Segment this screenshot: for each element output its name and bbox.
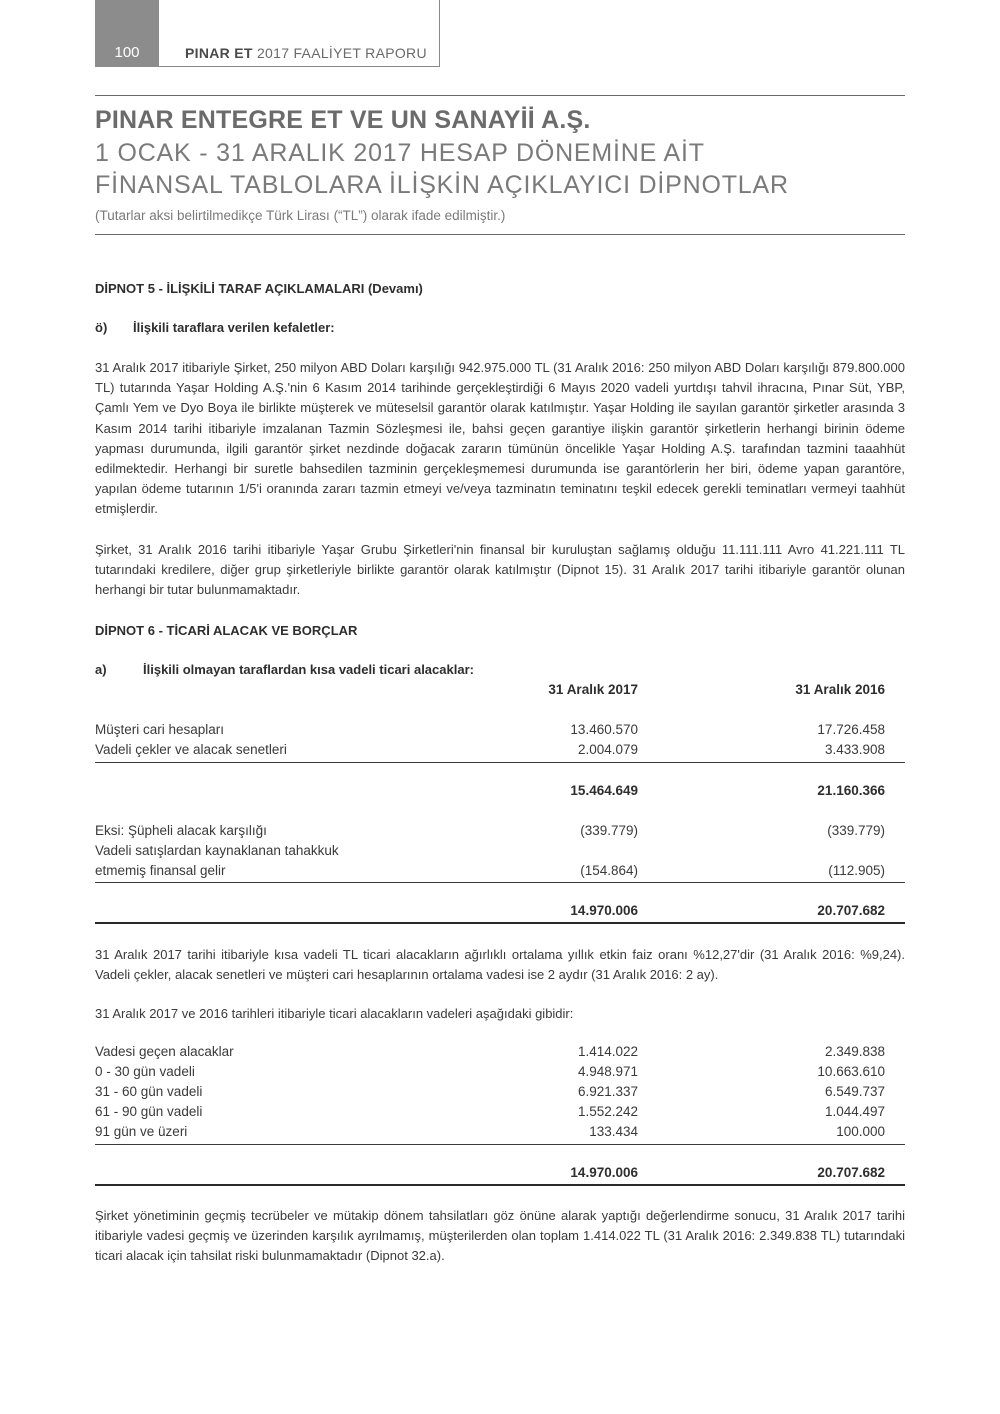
table-row — [95, 1124, 905, 1144]
row-value-2016: 1.044.497 — [824, 1104, 885, 1119]
table-row — [95, 1104, 905, 1124]
subtotal-2016: 21.160.366 — [817, 783, 885, 798]
row-value-2017: (339.779) — [580, 823, 638, 838]
subtotal-row — [95, 783, 905, 803]
row-value-2017: (154.864) — [580, 863, 638, 878]
row-value-2017: 2.004.079 — [577, 742, 638, 757]
column-2016: 31 Aralık 2016 — [795, 682, 885, 697]
row-label: 0 - 30 gün vadeli — [95, 1064, 195, 1079]
interest-paragraph: 31 Aralık 2017 tarihi itibariyle kısa vadeli TL ticari alacakların ağırlıklı ortalama yıllık etkin faiz oranı %12,27'dir (31 Aralık 2016: %9,24). Vadeli çekler, alacak senetleri ve müşteri cari hesaplarının ortalama vadesi ise 2 aydır (31 Aralık 2016: 2 ay). — [95, 947, 905, 983]
period-title: 1 OCAK - 31 ARALIK 2017 HESAP DÖNEMİNE AİT — [95, 139, 705, 167]
statements-title: FİNANSAL TABLOLARA İLİŞKİN AÇIKLAYICI DİPNOTLAR — [95, 171, 789, 199]
column-2017: 31 Aralık 2017 — [548, 682, 638, 697]
table-header — [95, 682, 905, 702]
subtotal-rule — [95, 762, 905, 763]
note5-sub-letter: ö) — [95, 320, 108, 335]
report-title — [185, 45, 427, 61]
page-number: 100 — [95, 0, 159, 67]
company-name: PINAR ENTEGRE ET VE UN SANAYİİ A.Ş. — [95, 106, 591, 134]
note6-sub-letter: a) — [95, 662, 107, 677]
table-row — [95, 863, 905, 883]
currency-note: (Tutarlar aksi belirtilmedikçe Türk Lirası (“TL”) olarak ifade edilmiştir.) — [95, 208, 506, 223]
table-row — [95, 722, 905, 742]
row-label: Müşteri cari hesapları — [95, 722, 225, 737]
row-value-2017: 6.921.337 — [577, 1084, 638, 1099]
report-brand: PINAR ET — [185, 45, 253, 61]
note6-sub-title: İlişkili olmayan taraflardan kısa vadeli ticari alacaklar: — [143, 662, 474, 677]
maturity-double-rule — [95, 1184, 905, 1186]
row-label: 31 - 60 gün vadeli — [95, 1084, 203, 1099]
title-divider — [95, 234, 905, 235]
total-double-rule — [95, 922, 905, 924]
note5-heading: DİPNOT 5 - İLİŞKİLİ TARAF AÇIKLAMALARI (Devamı) — [95, 281, 423, 296]
report-title-rest: 2017 FAALİYET RAPORU — [252, 45, 427, 61]
row-label: Eksi: Şüpheli alacak karşılığı — [95, 823, 267, 838]
maturity-total-row — [95, 1165, 905, 1185]
table-row — [95, 1064, 905, 1084]
final-paragraph: Şirket yönetiminin geçmiş tecrübeler ve mütakip dönem tahsilatları göz önüne alarak yaptığı değerlendirme sonucu, 31 Aralık 2017 tarihi itibariyle vadesi geçmiş ve üzerinden karşılık ayrılmamış, müşterilerden olan toplam 1.414.022 TL (31 Aralık 2016: 2.349.838 TL) tutarındaki ticari alacak için tahsilat riski bulunmamaktadır (Dipnot 32.a). — [95, 1208, 905, 1264]
row-value-2016: 2.349.838 — [824, 1044, 885, 1059]
row-value-2016: (339.779) — [827, 823, 885, 838]
row-value-2016: 17.726.458 — [817, 722, 885, 737]
row-value-2016: 10.663.610 — [817, 1064, 885, 1079]
row-value-2017: 13.460.570 — [570, 722, 638, 737]
row-label: etmemiş finansal gelir — [95, 863, 226, 878]
maturity-total-rule — [95, 1144, 905, 1145]
maturity-total-2016: 20.707.682 — [817, 1165, 885, 1180]
row-value-2016: (112.905) — [828, 863, 885, 878]
note5-paragraph-2: Şirket, 31 Aralık 2016 tarihi itibariyle Yaşar Grubu Şirketleri'nin finansal bir kuruluştan sağlamış olduğu 11.111.111 Avro 41.221.111 TL tutarındaki kredilere, diğer grup şirketleriyle birlikte garantör olarak katılmıştır (Dipnot 15). 31 Aralık 2017 tarihi itibariyle garantör olunan herhangi bir tutar bulunmamaktadır. — [95, 542, 905, 598]
subtotal-2017: 15.464.649 — [570, 783, 638, 798]
note5-paragraph-1: 31 Aralık 2017 itibariyle Şirket, 250 milyon ABD Doları karşılığı 942.975.000 TL (31 Aralık 2016: 250 milyon ABD Doları karşılığı 879.800.000 TL) tutarında Yaşar Holding A.Ş.'nin 6 Kasım 2014 tarihinde gerçekleştirdiği 6 Mayıs 2020 vadeli yurtdışı tahvil ihracına, Pınar Süt, YBP, Çamlı Yem ve Dyo Boya ile birlikte müşterek ve müteselsil garantör olarak katılmıştır. Yaşar Holding ile sayılan garantör şirketler arasında 3 Kasım 2014 tarihi itibariyle imzalanan Tazmin Sözleşmesi ile, bahsi geçen garantiye ilişkin garantör şirketlerin herhangi birinin ödeme yapması durumunda, ilgili garantör şirket nezdinde doğacak zararın tümünün öncelikle Yaşar Holding A.Ş. tarafından tazmini taaahhüt edilmektedir. Herhangi bir suretle bahsedilen tazminin gerçekleşmemesi durumunda ise garantörlerin her biri, ödeme yapan garantöre, yapılan ödeme tutarının 1/5'i oranında zararı tazmin etmeyi ve/veya tazminatın teminatını teşkil edecek gerekli teminatları vermeyi taahhüt etmişlerdir. — [95, 360, 905, 517]
maturity-intro: 31 Aralık 2017 ve 2016 tarihleri itibariyle ticari alacakların vadeleri aşağıdaki gibidir: — [95, 1006, 574, 1021]
row-label: Vadeli çekler ve alacak senetleri — [95, 742, 287, 757]
top-divider — [95, 95, 905, 96]
row-label: 61 - 90 gün vadeli — [95, 1104, 203, 1119]
total-2017: 14.970.006 — [570, 903, 638, 918]
note6-heading: DİPNOT 6 - TİCARİ ALACAK VE BORÇLAR — [95, 623, 358, 638]
table-row — [95, 823, 905, 843]
row-value-2016: 3.433.908 — [824, 742, 885, 757]
row-value-2016: 6.549.737 — [824, 1084, 885, 1099]
row-value-2017: 4.948.971 — [577, 1064, 638, 1079]
row-label: 91 gün ve üzeri — [95, 1124, 188, 1139]
total-rule — [95, 882, 905, 883]
total-2016: 20.707.682 — [817, 903, 885, 918]
note5-sub-title: İlişkili taraflara verilen kefaletler: — [133, 320, 335, 335]
table-row — [95, 843, 905, 863]
row-label: Vadeli satışlardan kaynaklanan tahakkuk — [95, 843, 339, 858]
row-value-2017: 133.434 — [589, 1124, 638, 1139]
row-value-2017: 1.414.022 — [577, 1044, 638, 1059]
table-row — [95, 1084, 905, 1104]
total-row — [95, 903, 905, 923]
row-label: Vadesi geçen alacaklar — [95, 1044, 234, 1059]
maturity-total-2017: 14.970.006 — [570, 1165, 638, 1180]
row-value-2016: 100.000 — [836, 1124, 885, 1139]
row-value-2017: 1.552.242 — [577, 1104, 638, 1119]
table-row — [95, 742, 905, 762]
table-row — [95, 1044, 905, 1064]
